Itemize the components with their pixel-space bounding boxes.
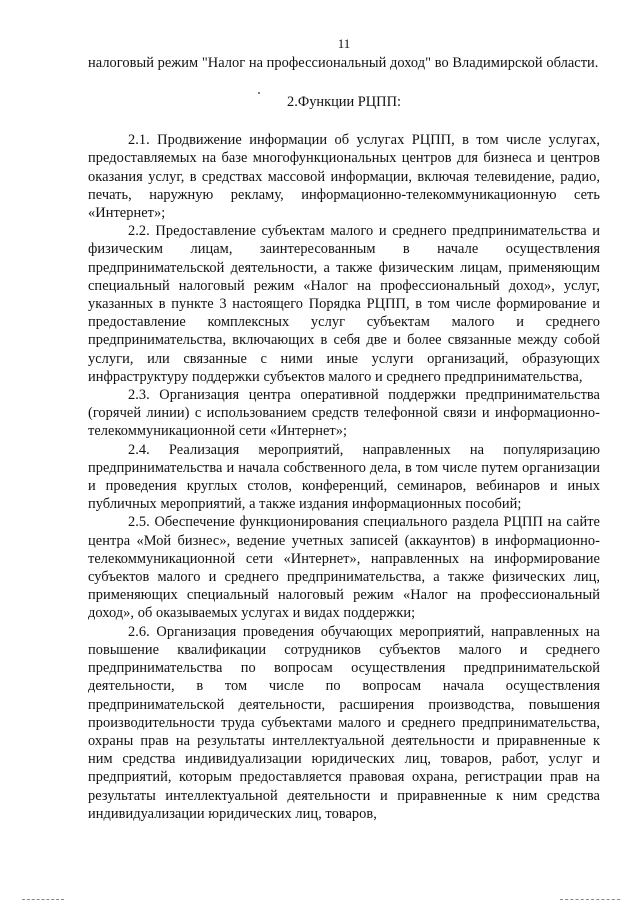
item-2-2: 2.2. Предоставление субъектам малого и среднего предпринимательства и физическим лицам, заинтересованным в начале осуществления предпринимательской деятельности, а также физическим лицам, применяющим специальный налоговый режим «Налог на профессиональный доход», услуг, указанных в пункте 3 настоящего Порядка РЦПП, в том числе формирование и предоставление комплексных услуг субъектам малого и среднего предпринимательства, включающих в себя две и более связанные между собой услуги, или связанные с ними иные услуги организаций, образующих инфраструктуру поддержки субъектов малого и среднего предпринимательства, <box>88 223 600 385</box>
item-2-3: 2.3. Организация центра оперативной поддержки предпринимательства (горячей линии) с использованием средств телефонной связи и информационно-телекоммуникационной сети «Интернет»; <box>88 387 600 440</box>
intro-paragraph: налоговый режим "Налог на профессиональный доход" во Владимирской области. <box>88 55 599 71</box>
item-2-4: 2.4. Реализация мероприятий, направленных на популяризацию предпринимательства и начала собственного дела, в том числе путем организации и проведения круглых столов, конференций, семинаров, вебинаров и иных публичных мероприятий, а также издания информационных пособий; <box>88 441 600 513</box>
page-number: 11 <box>337 36 351 51</box>
section-title: 2.Функции РЦПП: <box>287 94 401 111</box>
footer-rule-right <box>560 899 620 900</box>
footer-rule-left <box>22 899 64 900</box>
item-2-1: 2.1. Продвижение информации об услугах РЦПП, в том числе услугах, предоставляемых на базе многофункциональных центров для бизнеса и центров оказания услуг, в средствах массовой информации, включая телевидение, радио, печать, наружную рекламу, информационно-телекоммуникационную сеть «Интернет»; <box>88 132 600 222</box>
item-2-6: 2.6. Организация проведения обучающих мероприятий, направленных на повышение квалификации сотрудников субъектов малого и среднего предпринимательства по вопросам осуществления предпринимательской деятельности, в том числе по вопросам начала осуществления предпринимательской деятельности, расширения производства, повышения производительности труда субъектами малого и среднего предпринимательства, охраны прав на результаты интеллектуальной деятельности и приравненные к ним средства индивидуализации юридических лиц, товаров, работ, услуг и предприятий, которым предоставляется правовая охрана, регистрации прав на результаты интеллектуальной деятельности и приравненные к ним средства индивидуализации юридических лиц, товаров, <box>88 623 600 822</box>
item-2-5: 2.5. Обеспечение функционирования специального раздела РЦПП на сайте центра «Мой бизнес», ведение учетных записей (аккаунтов) в информационно-телекоммуникационной сети «Интернет», направленных на информирование субъектов малого и среднего предпринимательства, а также физических лиц, применяющих специальный налоговый режим «Налог на профессиональный доход», об оказываемых услугах и видах поддержки; <box>88 514 600 622</box>
document-page <box>88 36 600 823</box>
